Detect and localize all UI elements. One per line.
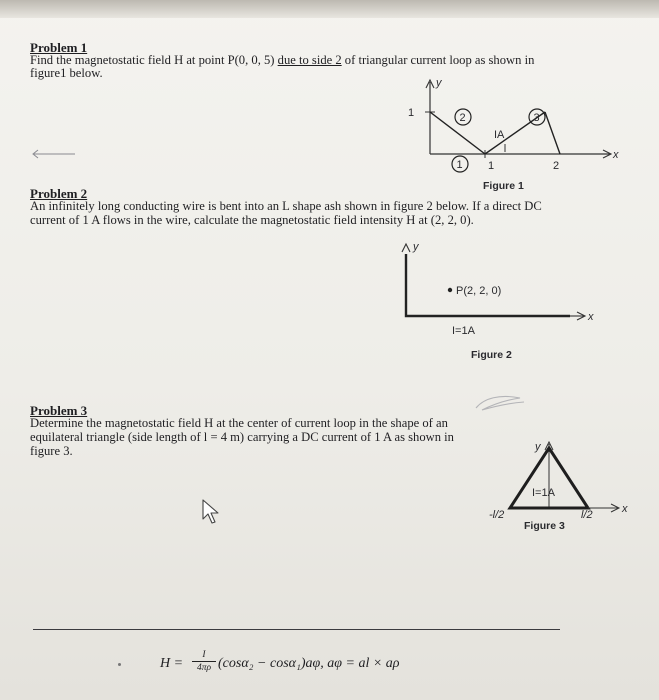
figure3-y-label: y <box>535 441 541 453</box>
problem3-heading: Problem 3 <box>30 403 88 418</box>
problem3-statement-line2: equilateral triangle (side length of l = 4 m) carrying a DC current of 1 A as shown in <box>30 430 454 444</box>
problem1-heading: Problem 1 <box>30 40 88 55</box>
problem1-statement-line1: Find the magnetostatic field H at point P(0, 0, 5) due to side 2 of triangular current loop as shown in <box>30 53 535 67</box>
formula-lhs: H = <box>160 656 184 671</box>
figure3-left-tick-label: -l/2 <box>489 509 505 521</box>
svg-text:2: 2 <box>459 112 466 124</box>
figure1-caption: Figure 1 <box>483 180 524 192</box>
figure1-side2-marker <box>455 109 471 125</box>
section-divider <box>33 629 560 630</box>
figure3-caption: Figure 3 <box>524 520 565 532</box>
figure3-x-label: x <box>622 503 628 515</box>
figure2-y-label: y <box>413 241 419 253</box>
figure1-triangle-side2 <box>430 112 485 154</box>
figure1-triangle-side-right <box>545 112 560 154</box>
figure3-right-tick-label: l/2 <box>581 509 593 521</box>
figure1-current-label: IA <box>494 129 505 141</box>
figure1-y-tick-label: 1 <box>408 107 415 119</box>
mouse-pointer-icon <box>200 497 226 527</box>
problem2-statement-line1: An infinitely long conducting wire is bent into an L shape ash shown in figure 2 below. If a direct DC <box>30 199 542 213</box>
problem1-statement-line2: figure1 below. <box>30 66 103 80</box>
problem3-statement-line3: figure 3. <box>30 444 73 458</box>
figure1-side1-marker <box>452 156 468 172</box>
formula-fraction <box>192 650 216 673</box>
figure1-y-label: y <box>436 77 442 89</box>
figure3-current-label: I=1A <box>532 487 555 499</box>
page-top-shadow <box>0 0 659 18</box>
figure2-point-p-dot <box>448 288 452 292</box>
figure2-point-label: P(2, 2, 0) <box>456 285 502 297</box>
svg-text:3: 3 <box>533 112 540 124</box>
figure2-x-label: x <box>588 311 594 323</box>
formula-denominator: 4πρ <box>192 661 216 673</box>
problem2-heading: Problem 2 <box>30 186 88 201</box>
figure2-caption: Figure 2 <box>471 349 512 361</box>
figure1-diagram <box>0 72 659 197</box>
figure2-diagram <box>0 232 659 367</box>
figure2-current-label: I=1A <box>452 325 475 337</box>
problem3-statement-line1: Determine the magnetostatic field H at the center of current loop in the shape of an <box>30 416 448 430</box>
bullet-dot <box>118 663 121 666</box>
formula-body: (cosα₂ − cosα₁)aφ, aφ = al × aρ <box>218 656 400 671</box>
figure1-x-tick1-label: 1 <box>488 160 495 172</box>
figure1-x-tick2-label: 2 <box>553 160 560 172</box>
formula-numerator: I <box>202 650 206 660</box>
pen-scribble-mark <box>470 392 530 414</box>
problem2-statement-line2: current of 1 A flows in the wire, calculate the magnetostatic field intensity H at (2, 2, 0). <box>30 213 474 227</box>
figure3-diagram <box>480 432 650 542</box>
figure2-y-arrow <box>402 244 410 252</box>
stray-arrow-mark <box>33 150 75 158</box>
figure1-x-label: x <box>613 149 619 161</box>
svg-text:1: 1 <box>456 159 463 171</box>
figure1-side3-marker <box>529 109 545 125</box>
